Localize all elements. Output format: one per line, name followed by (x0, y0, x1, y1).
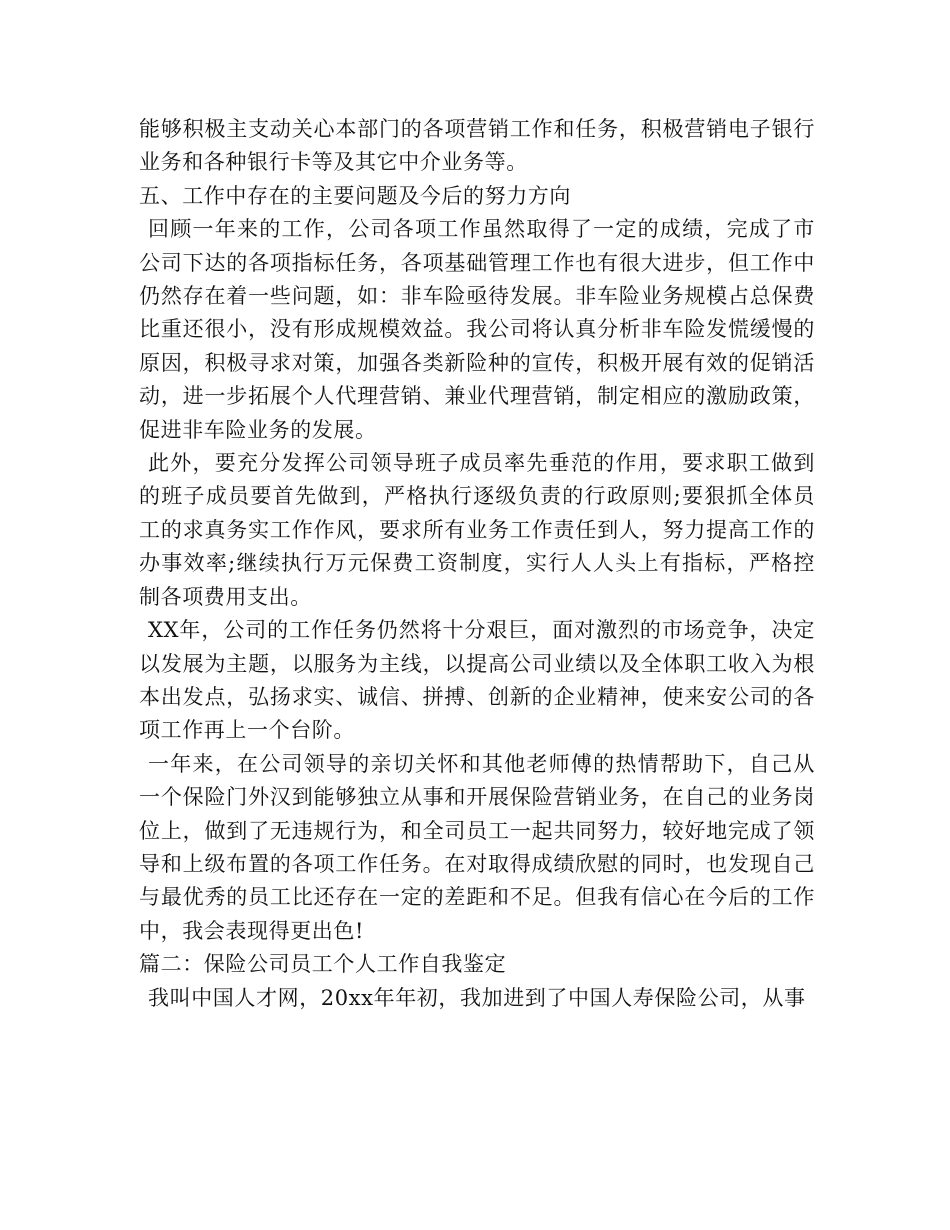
paragraph-3: 此外，要充分发挥公司领导班子成员率先垂范的作用，要求职工做到的班子成员要首先做到，严格执行逐级负责的行政原则;要狠抓全体员工的求真务实工作作风，要求所有业务工作责任到人，努力提高工作的办事效率;继续执行万元保费工资制度，实行人人头上有指标，严格控制各项费用支出。 (139, 451, 815, 609)
paragraph-1: 能够积极主支动关心本部门的各项营销工作和任务，积极营销电子银行业务和各种银行卡等及其它中介业务等。 (139, 117, 815, 175)
paragraph-2: 回顾一年来的工作，公司各项工作虽然取得了一定的成绩，完成了市公司下达的各项指标任务，各项基础管理工作也有很大进步，但工作中仍然存在着一些问题，如：非车险亟待发展。非车险业务规模占总保费比重还很小，没有形成规模效益。我公司将认真分析非车险发慌缓慢的原因，积极寻求对策，加强各类新险种的宣传，积极开展有效的促销活动，进一步拓展个人代理营销、兼业代理营销，制定相应的激励政策，促进非车险业务的发展。 (139, 217, 815, 442)
paragraph-4: XX年，公司的工作任务仍然将十分艰巨，面对激烈的市场竞争，决定以发展为主题，以服务为主线，以提高公司业绩以及全体职工收入为根本出发点，弘扬求实、诚信、拼搏、创新的企业精神，使来安公司的各项工作再上一个台阶。 (139, 618, 815, 743)
article-heading-2: 篇二：保险公司员工个人工作自我鉴定 (139, 952, 507, 977)
paragraph-5: 一年来，在公司领导的亲切关怀和其他老师傅的热情帮助下，自己从一个保险门外汉到能够独立从事和开展保险营销业务，在自己的业务岗位上，做到了无违规行为，和全司员工一起共同努力，较好地完成了领导和上级布置的各项工作任务。在对取得成绩欣慰的同时，也发现自己与最优秀的员工比还存在一定的差距和不足。但我有信心在今后的工作中，我会表现得更出色! (139, 751, 815, 943)
section-heading-5: 五、工作中存在的主要问题及今后的努力方向 (139, 183, 571, 208)
document-body (139, 113, 815, 1015)
paragraph-6: 我叫中国人才网，20xx年年初，我加进到了中国人寿保险公司，从事 (148, 985, 806, 1010)
